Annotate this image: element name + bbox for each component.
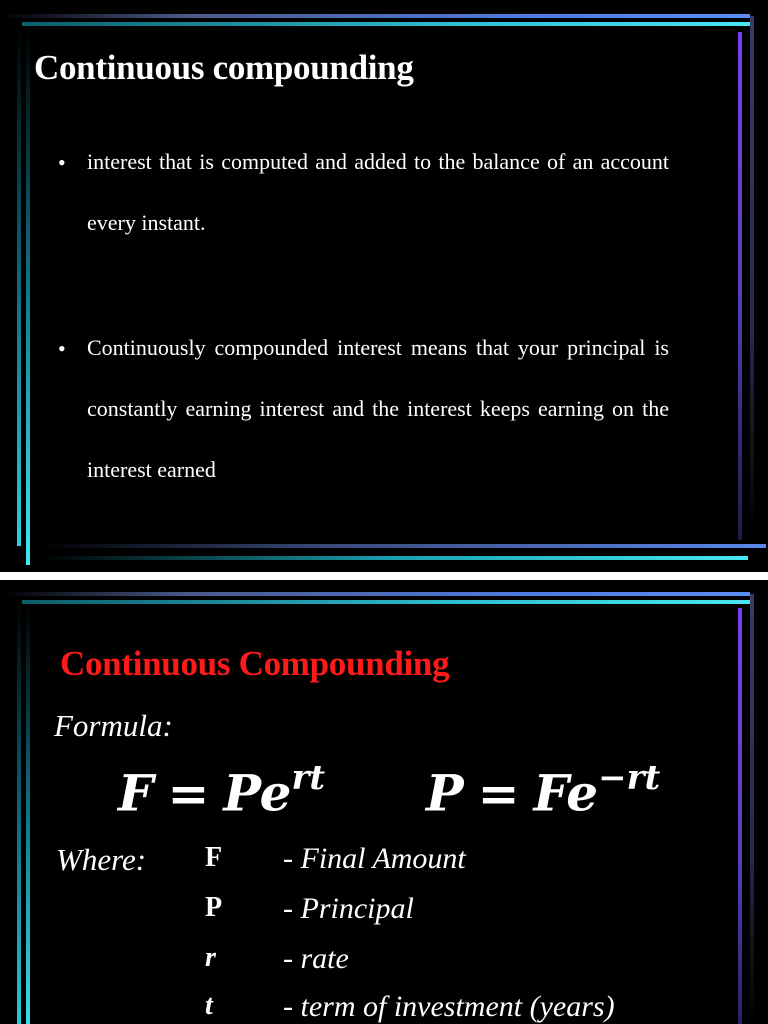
- variable-description: - term of investment (years): [283, 990, 615, 1023]
- frame-line: [36, 544, 766, 548]
- equation-base: Fe: [533, 763, 599, 823]
- frame-line: [750, 594, 754, 1024]
- equation-exponent: rt: [291, 758, 326, 798]
- variable-description: - rate: [283, 942, 349, 975]
- bullet-text: interest that is computed and added to the balance of an account every instant.: [87, 149, 669, 235]
- frame-line: [22, 600, 752, 604]
- variable-symbol: t: [205, 990, 213, 1021]
- frame-line: [738, 32, 742, 540]
- frame-line: [0, 14, 750, 18]
- frame-line: [26, 606, 30, 1024]
- equation-operator: =: [167, 763, 210, 823]
- variable-symbol: F: [205, 842, 223, 873]
- equation-base: Pe: [223, 763, 292, 823]
- bullet-marker: •: [58, 336, 66, 361]
- variable-symbol: r: [205, 942, 216, 973]
- frame-line: [0, 592, 750, 596]
- variable-symbol: P: [205, 892, 223, 923]
- variable-description: - Principal: [283, 892, 414, 925]
- frame-line: [17, 602, 21, 1024]
- equation-operator: =: [477, 763, 520, 823]
- equation-future-value: [118, 758, 326, 823]
- bullet-text: Continuously compounded interest means that your principal is constantly earning interest and the interest keeps earning on the interest earned: [87, 335, 669, 482]
- formula-label: Formula:: [54, 708, 173, 743]
- frame-line: [750, 16, 754, 536]
- slide-title: Continuous compounding: [34, 48, 414, 87]
- equation-lhs: F: [118, 763, 154, 823]
- variable-description: - Final Amount: [283, 842, 466, 875]
- equation-present-value: [426, 758, 661, 823]
- equation-lhs: P: [426, 763, 464, 823]
- equation-exponent: −rt: [598, 758, 661, 798]
- frame-line: [17, 26, 21, 546]
- frame-line: [738, 608, 742, 1024]
- frame-line: [22, 22, 752, 26]
- slide-title: Continuous Compounding: [60, 644, 450, 683]
- where-label: Where:: [56, 842, 147, 877]
- frame-line: [40, 556, 748, 560]
- slide-2: [0, 580, 768, 1024]
- bullet-marker: •: [58, 150, 66, 175]
- frame-line: [26, 30, 30, 565]
